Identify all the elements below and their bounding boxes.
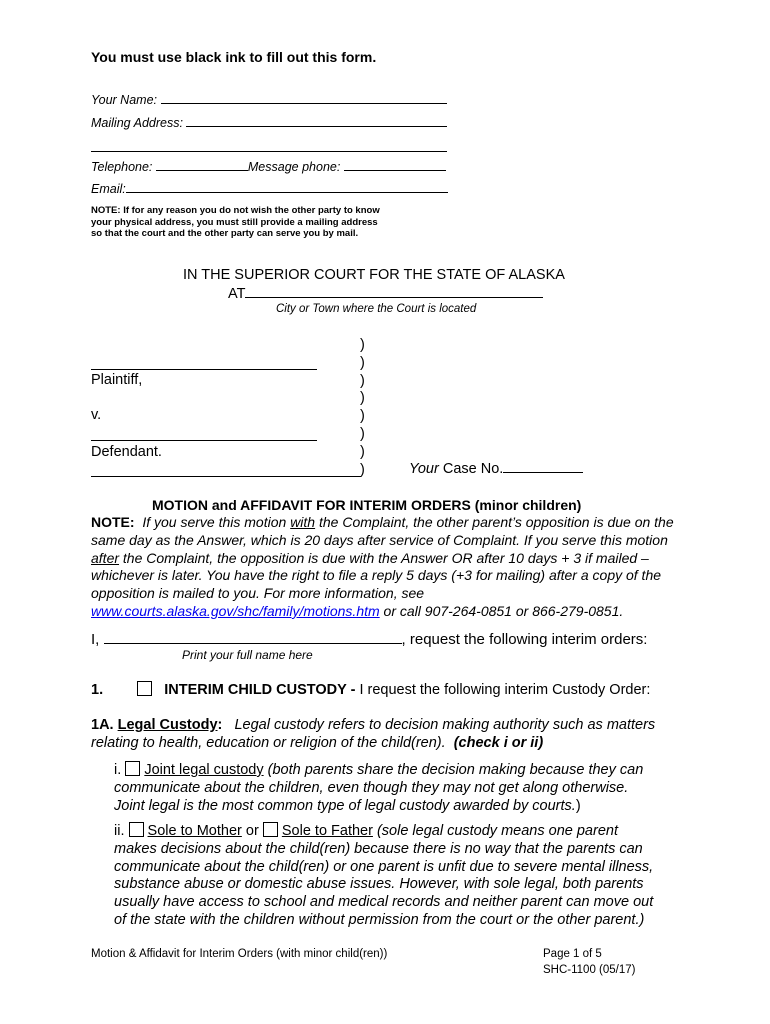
message-phone-label: Message phone: <box>247 160 341 174</box>
case-no-prefix: Your <box>409 461 439 477</box>
option-ii-roman: ii. <box>114 823 125 839</box>
note-line-4: whichever is later. You have the right to file a reply 5 days (+3 for mailing) after a copy of the <box>91 567 662 584</box>
option-ii-line-6 <box>114 912 653 930</box>
note-text: the Complaint, the opposition is due with the Answer OR after 10 days + 3 if mailed – <box>122 549 649 566</box>
full-name-hint: Print your full name here <box>182 648 313 662</box>
interim-custody-checkbox[interactable] <box>137 681 152 696</box>
request-row <box>91 631 647 648</box>
email-label: Email: <box>91 182 126 196</box>
case-number-row <box>409 461 583 477</box>
colon: : <box>217 717 223 733</box>
sole-mother-checkbox[interactable] <box>129 822 144 837</box>
paren: ) <box>360 354 365 371</box>
section-1a <box>91 717 655 753</box>
your-name-field[interactable] <box>161 102 447 104</box>
telephone-row <box>91 160 446 174</box>
court-location-field[interactable] <box>245 296 543 298</box>
option-i-line-3 <box>114 798 643 816</box>
section-1-heading: INTERIM CHILD CUSTODY - <box>164 682 356 698</box>
full-name-field[interactable] <box>104 642 402 644</box>
note-after: after <box>91 549 120 566</box>
note-line-2: same day as the Answer, which is 20 days after service of Complaint. If you serve this motion <box>91 531 668 548</box>
option-i-line-1 <box>114 761 643 780</box>
option-i <box>114 761 643 815</box>
request-i-label: I, <box>91 631 100 648</box>
case-no-label: Case No. <box>442 461 504 477</box>
close-paren: ) <box>575 797 581 814</box>
or-label: or <box>245 823 259 839</box>
request-text: , request the following interim orders: <box>401 631 648 648</box>
section-1-text: I request the following interim Custody Order: <box>359 682 651 698</box>
sole-father-label: Sole to Father <box>281 823 373 839</box>
versus-label: v. <box>91 407 102 423</box>
paren: ) <box>360 443 365 460</box>
section-1a-text: relating to health, education or religion of the child(ren). <box>91 734 446 751</box>
option-ii-text: (sole legal custody means one parent <box>376 823 618 839</box>
section-1a-line-2 <box>91 735 655 753</box>
option-ii-text: substance abuse or domestic abuse issues. However, with sole legal, both parents <box>114 876 644 893</box>
footer-page: Page 1 of 5 <box>543 948 602 960</box>
your-name-row <box>91 93 447 107</box>
option-ii-line-1 <box>114 822 653 841</box>
check-hint: (check i or ii) <box>453 734 544 751</box>
paren: ) <box>360 390 365 407</box>
option-ii <box>114 822 653 930</box>
section-1a-number: 1A. <box>91 717 114 733</box>
paren: ) <box>360 408 365 425</box>
option-ii-line-2 <box>114 841 653 859</box>
caption-parens <box>360 337 365 479</box>
note-with: with <box>290 514 316 530</box>
footer-form-title: Motion & Affidavit for Interim Orders (with minor child(ren)) <box>91 948 388 960</box>
option-ii-text: communicate about the child(ren) or one parent is unfit due to severe mental illness, <box>114 858 654 875</box>
option-i-text: (both parents share the decision making because they can <box>267 762 644 778</box>
court-location-hint: City or Town where the Court is located <box>276 303 477 315</box>
option-ii-line-4 <box>114 876 653 894</box>
plaintiff-name-field[interactable] <box>91 369 317 370</box>
note-line-5: opposition is mailed to you. For more information, see <box>91 585 425 602</box>
email-row <box>91 182 448 196</box>
section-1a-line-1 <box>91 717 655 735</box>
option-ii-line-5 <box>114 894 653 912</box>
paren: ) <box>360 461 365 478</box>
option-ii-text: makes decisions about the child(ren) because there is no way that the parents can <box>114 840 643 857</box>
note-text: or call 907-264-0851 or 866-279-0851. <box>383 602 624 619</box>
mailing-address-field[interactable] <box>186 125 447 127</box>
defendant-name-field[interactable] <box>91 440 317 441</box>
paren: ) <box>360 372 365 389</box>
joint-legal-checkbox[interactable] <box>125 761 140 776</box>
your-name-label: Your Name: <box>91 93 158 107</box>
option-ii-line-3 <box>114 859 653 877</box>
telephone-label: Telephone: <box>91 160 153 174</box>
court-at-label: AT <box>228 286 246 302</box>
motion-title: MOTION and AFFIDAVIT FOR INTERIM ORDERS (minor children) <box>152 497 582 513</box>
note-text: If you serve this motion <box>142 514 287 530</box>
sole-mother-label: Sole to Mother <box>147 823 242 839</box>
option-ii-text: of the state with the children without permission from the court or the other parent.) <box>114 911 645 928</box>
motions-link[interactable]: www.courts.alaska.gov/shc/family/motions.htm <box>91 602 380 619</box>
section-1a-text: Legal custody refers to decision making authority such as matters <box>234 717 656 733</box>
email-field[interactable] <box>126 191 448 193</box>
motion-note <box>91 514 674 621</box>
defendant-label: Defendant. <box>91 444 162 460</box>
plaintiff-label: Plaintiff, <box>91 372 143 388</box>
paren: ) <box>360 425 365 442</box>
joint-legal-label: Joint legal custody <box>144 762 264 778</box>
message-phone-field[interactable] <box>344 169 446 171</box>
note-line-6 <box>91 603 674 621</box>
mailing-address-line2[interactable] <box>91 151 447 152</box>
option-i-roman: i. <box>114 762 122 778</box>
section-1-row <box>91 681 650 698</box>
mailing-address-label: Mailing Address: <box>91 116 183 130</box>
option-i-text: communicate about the children, even though they may not get along otherwise. <box>114 779 629 796</box>
caption-bottom-line <box>91 476 361 477</box>
paren: ) <box>360 337 365 353</box>
option-ii-text: usually have access to school and medical records and neither parent can move out <box>114 894 654 911</box>
note-label: NOTE: <box>91 514 135 530</box>
option-i-text: Joint legal is the most common type of legal custody awarded by courts. <box>114 797 576 814</box>
court-title: IN THE SUPERIOR COURT FOR THE STATE OF ALASKA <box>183 267 565 283</box>
address-note: NOTE: If for any reason you do not wish the other party to know your physical address, you must still provide a mailing address so that the court and the other party can serve you by mail. <box>91 205 380 240</box>
option-i-line-2 <box>114 780 643 798</box>
note-line-3 <box>91 550 674 568</box>
section-1-number: 1. <box>91 682 104 698</box>
sole-father-checkbox[interactable] <box>263 822 278 837</box>
footer-form-code: SHC-1100 (05/17) <box>543 964 636 976</box>
telephone-field[interactable] <box>156 169 248 171</box>
ink-notice: You must use black ink to fill out this form. <box>91 49 377 65</box>
note-line-1 <box>91 514 674 532</box>
note-text: the Complaint, the other parent’s opposition is due on the <box>318 514 674 530</box>
case-number-field[interactable] <box>503 471 583 473</box>
court-location-row <box>228 286 543 302</box>
mailing-address-row <box>91 116 447 130</box>
section-1a-heading: Legal Custody <box>117 717 218 733</box>
